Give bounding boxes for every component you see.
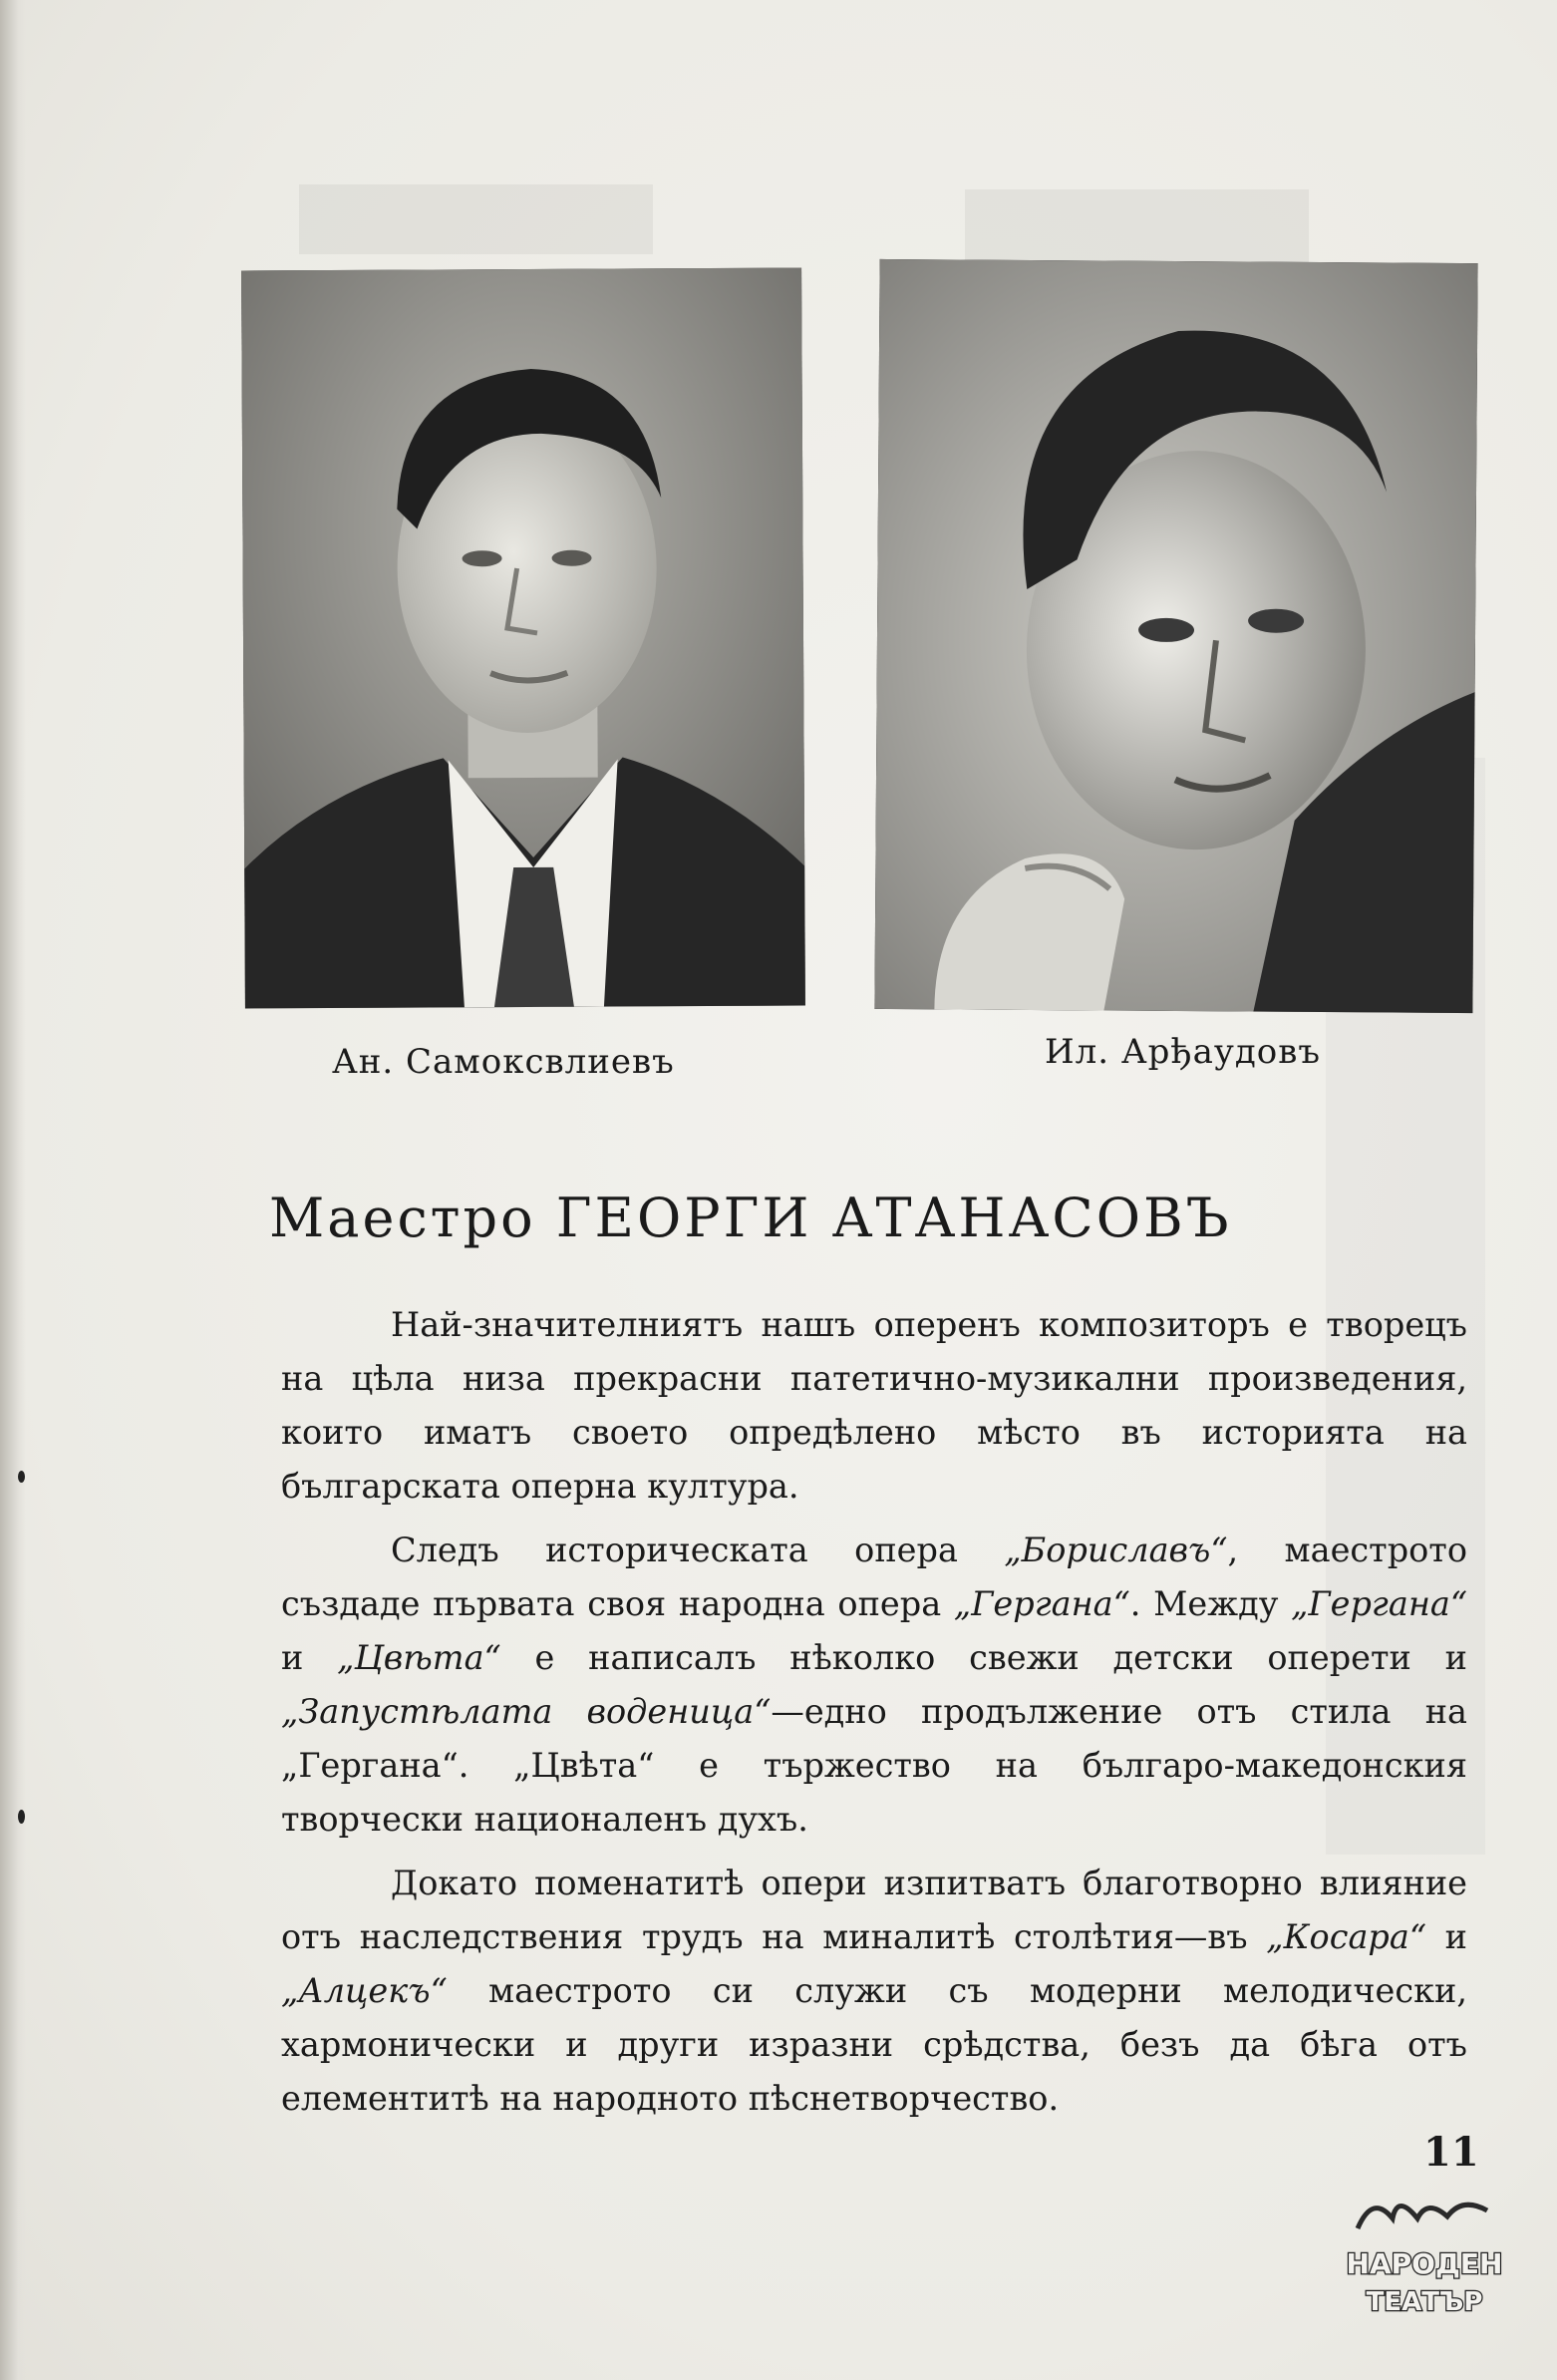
portrait-photo-samokovliev (241, 268, 805, 1009)
theatre-library-stamp (1338, 2189, 1512, 2323)
paragraph-3 (281, 1857, 1467, 2126)
article-title: Маестро ГЕОРГИ АТАНАСОВЪ (269, 1187, 1232, 1249)
show-through-left (299, 184, 653, 254)
paragraph-text: и (1425, 1917, 1467, 1956)
show-through-right (965, 189, 1309, 264)
paragraph-text: Докато поменатитѣ опери изпитватъ благотворно влияние отъ наследствения трудъ на миналитѣ столѣтия—въ (281, 1864, 1467, 1956)
stamp-line-2: ТЕАТЪР (1366, 2287, 1483, 2317)
work-title-italic: „Гергана“ (1291, 1584, 1467, 1623)
binding-mark (18, 1810, 25, 1824)
work-title-italic: „Гергана“ (953, 1584, 1130, 1623)
work-title-italic: „Алцекъ“ (281, 1971, 448, 2010)
portrait-photo-arnaudov (874, 259, 1477, 1013)
paragraph-text: —едно продължение отъ стила на „Гергана“. „Цвѣта“ е тържество на българо-македонския творчески националенъ духъ. (281, 1692, 1467, 1839)
paragraph-text: Най-значителниятъ нашъ оперенъ композиторъ е творецъ на цѣла низа прекрасни патетично-музикални произведения, които иматъ своето опредѣлено мѣсто въ историята на българската оперна култура. (281, 1305, 1467, 1506)
work-title-italic: „Косара“ (1266, 1917, 1426, 1956)
paragraph-2 (281, 1524, 1467, 1847)
paragraph-text: и (281, 1638, 338, 1677)
paragraph-text: , маестрото създаде първата своя народна опера (281, 1530, 1468, 1623)
work-title-italic: „Цвѣта“ (337, 1638, 501, 1677)
page-number: 11 (1423, 2129, 1479, 2176)
page-gutter (0, 0, 26, 2380)
photo-caption-left: Ан. Самоксвлиевъ (332, 1042, 675, 1082)
binding-mark (18, 1471, 25, 1483)
paragraph-text: . Между (1129, 1584, 1292, 1623)
work-title-italic: „Запустѣлата воденица“ (281, 1692, 772, 1731)
paragraph-1 (281, 1298, 1467, 1514)
article-body (281, 1298, 1467, 2136)
paragraph-text: маестрото си служи съ модерни мелодически, хармонически и други изразни срѣдства, безъ да бѣга отъ елементитѣ на народното пѣснетворчество. (281, 1971, 1467, 2118)
photo-caption-right: Ил. Арђаудовъ (1045, 1032, 1322, 1072)
stamp-line-1: НАРОДЕН (1346, 2247, 1503, 2280)
paragraph-text: е написалъ нѣколко свежи детски оперети и (500, 1638, 1468, 1677)
work-title-italic: „Бориславъ“ (1004, 1530, 1228, 1569)
paragraph-text: Следъ историческата опера (391, 1530, 1005, 1569)
